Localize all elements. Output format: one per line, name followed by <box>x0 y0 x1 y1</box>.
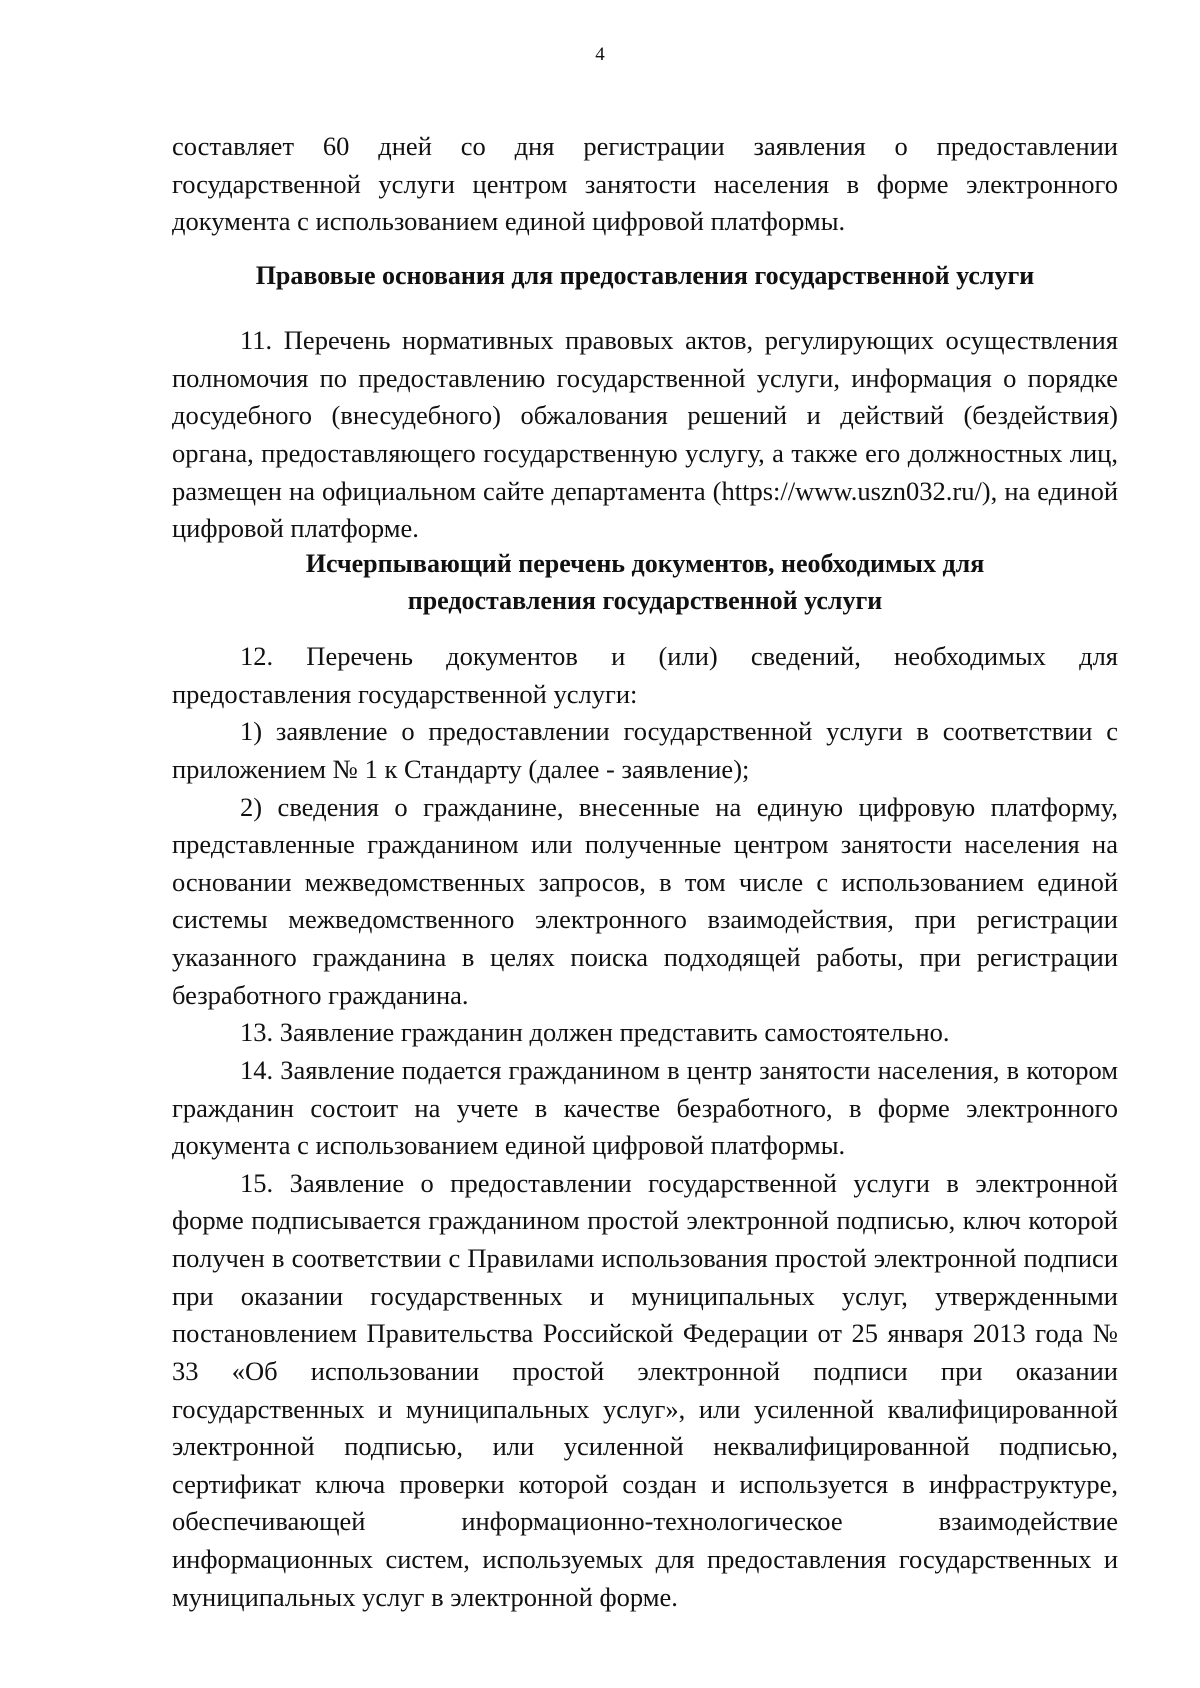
paragraph-11-block <box>172 322 1118 548</box>
page-number: 4 <box>595 44 605 65</box>
paragraph-15: 15. Заявление о предоставлении государственной услуги в электронной форме подписывается гражданином простой электронной подписью, ключ которой получен в соответствии с Правилами использования простой электронной подписи при оказании государственных и муниципальных услуг, утвержденными постановлением Правительства Российской Федерации от 25 января 2013 года № 33 «Об использовании простой электронной подписи при оказании государственных и муниципальных услуг», или усиленной квалифицированной электронной подписью, или усиленной неквалифицированной подписью, сертификат ключа проверки которой создан и используется в инфраструктуре, обеспечивающей информационно-технологическое взаимодействие информационных систем, используемых для предоставления государственных и муниципальных услуг в электронной форме. <box>172 1167 1118 1612</box>
paragraph-14: 14. Заявление подается гражданином в центр занятости населения, в котором гражданин состоит на учете в качестве безработного, в форме электронного документа с использованием единой цифровой платформы. <box>172 1054 1118 1161</box>
paragraph-12-item-1: 1) заявление о предоставлении государственной услуги в соответствии с приложением № 1 к Стандарту (далее - заявление); <box>172 716 1118 784</box>
section-heading-docs-line1: Исчерпывающий перечень документов, необходимых для <box>305 549 985 578</box>
paragraph-13: 13. Заявление гражданин должен представить самостоятельно. <box>240 1017 950 1048</box>
paragraph-11: 11. Перечень нормативных правовых актов, регулирующих осуществления полномочия по предоставлению государственной услуги, информация о порядке досудебного (внесудебного) обжалования решений и действий (бездействия) органа, предоставляющего государственную услугу, а также его должностных лиц, размещен на официальном сайте департамента (https://www.uszn032.ru/), на единой цифровой платформе. <box>172 325 1118 544</box>
intro-block <box>172 128 1118 241</box>
paragraph-12: 12. Перечень документов и (или) сведений, необходимых для предоставления государственной услуги: <box>172 641 1118 709</box>
legal-heading-block <box>172 258 1118 295</box>
section-heading-docs-line2: предоставления государственной услуги <box>407 585 883 615</box>
section-heading-legal: Правовые основания для предоставления государственной услуги <box>255 261 1035 290</box>
paragraph-12-item-2: 2) сведения о гражданине, внесенные на единую цифровую платформу, представленные гражданином или полученные центром занятости населения на основании межведомственных запросов, в том числе с использованием единой системы межведомственного электронного взаимодействия, при регистрации указанного гражданина в целях поиска подходящей работы, при регистрации безработного гражданина. <box>172 791 1118 1010</box>
intro-paragraph: составляет 60 дней со дня регистрации заявления о предоставлении государственной услуги центром занятости населения в форме электронного документа с использованием единой цифровой платформы. <box>172 131 1118 237</box>
docs-heading-block <box>172 546 1118 620</box>
paragraph-12-block <box>172 638 1118 1616</box>
